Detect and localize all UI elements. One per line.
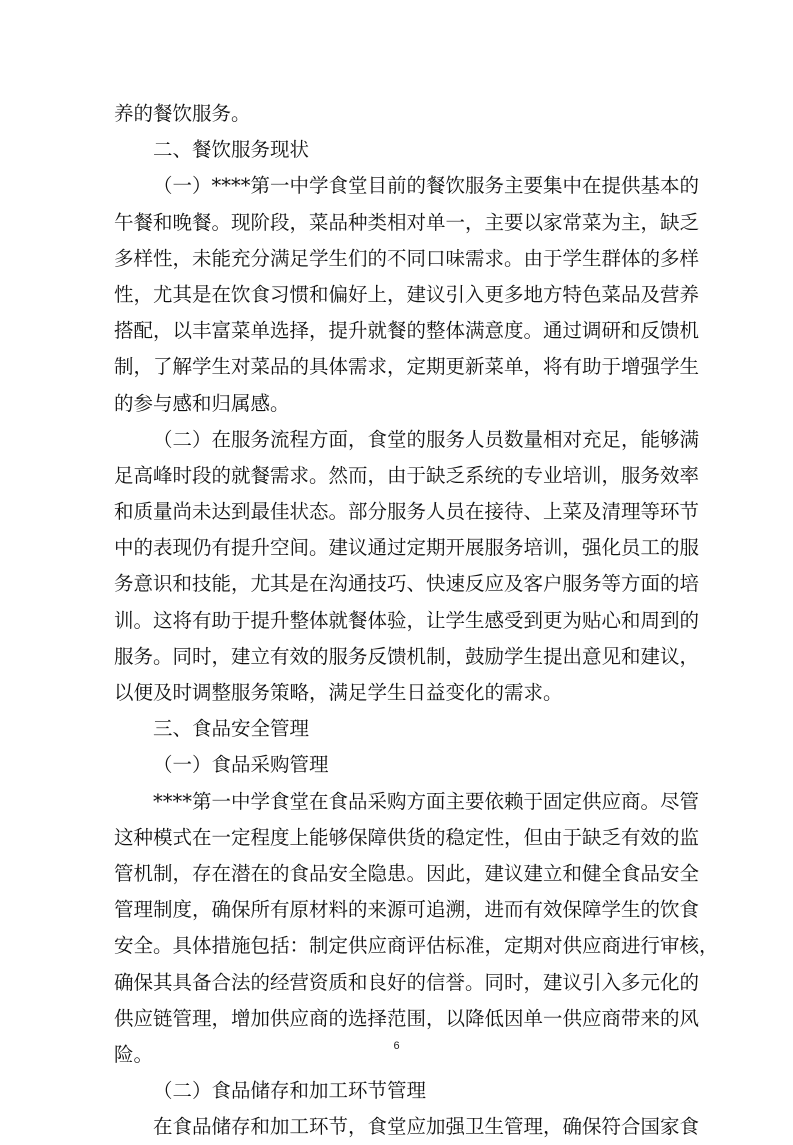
paragraph-line: 制，了解学生对菜品的具体需求，定期更新菜单，将有助于增强学生: [114, 355, 700, 379]
paragraph-line: 中的表现仍有提升空间。建议通过定期开展服务培训，强化员工的服: [114, 536, 700, 560]
paragraph-line: （二）在服务流程方面，食堂的服务人员数量相对充足，能够满: [153, 427, 700, 451]
section-heading-dining-status: 二、餐饮服务现状: [153, 138, 310, 162]
paragraph-line: 确保其具备合法的经营资质和良好的信誉。同时，建议引入多元化的: [114, 970, 700, 994]
paragraph-line: 在食品储存和加工环节，食堂应加强卫生管理，确保符合国家食: [153, 1115, 700, 1139]
section-heading-food-safety: 三、食品安全管理: [153, 717, 310, 741]
paragraph-line: 务意识和技能，尤其是在沟通技巧、快速反应及客户服务等方面的培: [114, 572, 700, 596]
paragraph-line: 足高峰时段的就餐需求。然而，由于缺乏系统的专业培训，服务效率: [114, 463, 700, 487]
paragraph-line: 训。这将有助于提升整体就餐体验，让学生感受到更为贴心和周到的: [114, 608, 700, 632]
paragraph-line: 管理制度，确保所有原材料的来源可追溯，进而有效保障学生的饮食: [114, 898, 700, 922]
page-number: 6: [393, 1040, 400, 1052]
paragraph-line: 以便及时调整服务策略，满足学生日益变化的需求。: [114, 681, 563, 704]
paragraph-continuation-line: 养的餐饮服务。: [114, 102, 251, 125]
paragraph-line: （一）****第一中学食堂目前的餐饮服务主要集中在提供基本的: [153, 174, 700, 198]
paragraph-line: 的参与感和归属感。: [114, 391, 290, 415]
paragraph-line: 安全。具体措施包括：制定供应商评估标准，定期对供应商进行审核，: [114, 934, 719, 958]
paragraph-line: 性，尤其是在饮食习惯和偏好上，建议引入更多地方特色菜品及营养: [114, 282, 700, 306]
paragraph-line: 和质量尚未达到最佳状态。部分服务人员在接待、上菜及清理等环节: [114, 500, 700, 524]
paragraph-line: 险。: [114, 1042, 154, 1066]
paragraph-line: 午餐和晚餐。现阶段，菜品种类相对单一，主要以家常菜为主，缺乏: [114, 210, 700, 234]
subsection-heading-procurement: （一）食品采购管理: [153, 753, 329, 777]
paragraph-line: 这种模式在一定程度上能够保障供货的稳定性，但由于缺乏有效的监: [114, 825, 700, 849]
paragraph-line: 服务。同时，建立有效的服务反馈机制，鼓励学生提出意见和建议，: [114, 644, 700, 668]
paragraph-line: 管机制，存在潜在的食品安全隐患。因此，建议建立和健全食品安全: [114, 861, 700, 885]
document-body: [114, 96, 719, 1145]
subsection-heading-storage-processing: （二）食品储存和加工环节管理: [153, 1079, 427, 1103]
paragraph-line: 多样性，未能充分满足学生们的不同口味需求。由于学生群体的多样: [114, 246, 700, 270]
paragraph-line: 搭配，以丰富菜单选择，提升就餐的整体满意度。通过调研和反馈机: [114, 319, 700, 343]
paragraph-line: 供应链管理，增加供应商的选择范围，以降低因单一供应商带来的风: [114, 1006, 700, 1030]
paragraph-line: ****第一中学食堂在食品采购方面主要依赖于固定供应商。尽管: [153, 789, 700, 813]
